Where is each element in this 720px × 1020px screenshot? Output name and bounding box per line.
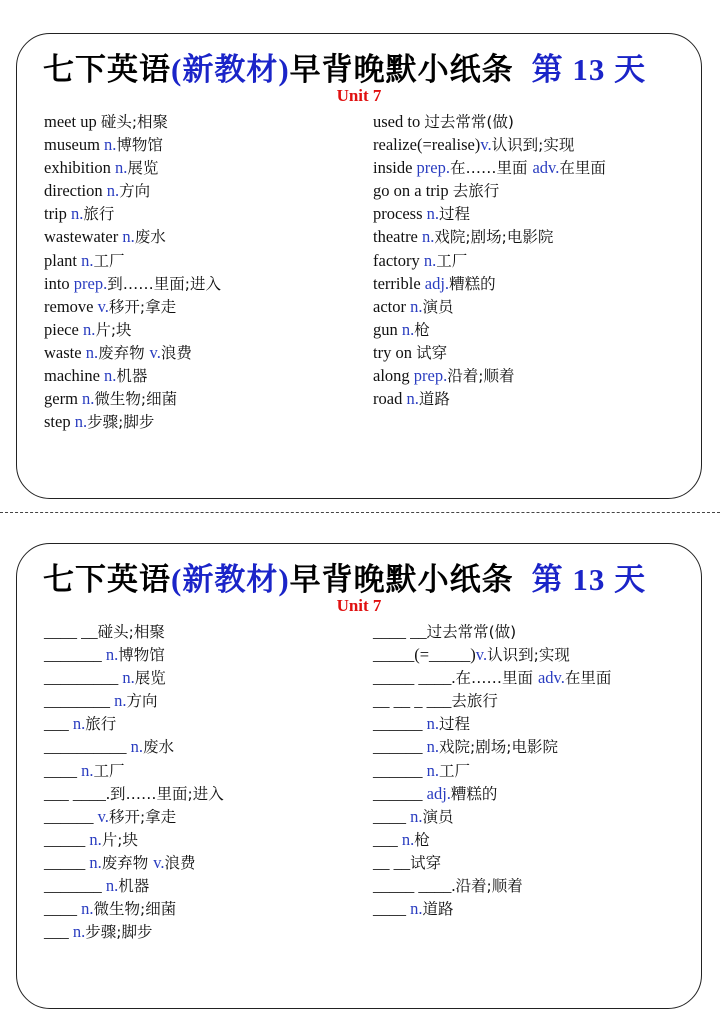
chinese-meaning: 过去常常(做) bbox=[424, 113, 514, 131]
english-word: gun bbox=[373, 319, 402, 339]
part-of-speech: v. bbox=[153, 852, 165, 872]
title-main: 七下英语 bbox=[43, 52, 171, 87]
blank-space: _____(=_____) bbox=[373, 645, 476, 665]
title-rest: 早背晚默小纸条 bbox=[289, 562, 514, 597]
english-word: inside bbox=[373, 158, 417, 178]
english-word: step bbox=[44, 412, 75, 432]
chinese-meaning: 试穿 bbox=[416, 343, 448, 362]
part-of-speech: v. bbox=[97, 806, 109, 826]
vocab-row bbox=[373, 318, 606, 341]
blank-space: _________ bbox=[44, 668, 123, 688]
title-day: 第 13 天 bbox=[531, 562, 647, 597]
vocab-row bbox=[373, 133, 606, 156]
part-of-speech: adj. bbox=[424, 273, 450, 293]
vocab-row bbox=[373, 156, 606, 179]
vocab-column-left bbox=[44, 110, 221, 433]
vocab-row bbox=[44, 341, 221, 364]
part-of-speech: n. bbox=[130, 737, 143, 757]
chinese-meaning: 工厂 bbox=[439, 761, 471, 780]
part-of-speech: n. bbox=[72, 714, 86, 734]
blank-space: ___ bbox=[44, 922, 73, 942]
english-word: used to bbox=[373, 112, 425, 131]
vocab-row bbox=[44, 110, 221, 133]
part-of-speech: n. bbox=[426, 714, 439, 734]
blank-space: _____ ____. bbox=[373, 876, 456, 896]
part-of-speech: n. bbox=[105, 876, 119, 896]
blank-space: ____ __ bbox=[373, 622, 427, 641]
chinese-meaning: 移开;拿走 bbox=[108, 807, 177, 826]
part-of-speech: n. bbox=[401, 829, 415, 849]
title-day: 第 13 天 bbox=[531, 52, 647, 87]
vocab-row bbox=[373, 782, 611, 805]
chinese-meaning: 方向 bbox=[119, 182, 151, 201]
english-word: museum bbox=[44, 135, 105, 155]
blank-space: ____ bbox=[373, 899, 411, 919]
part-of-speech: n. bbox=[122, 227, 135, 247]
vocab-row bbox=[373, 341, 606, 364]
vocab-row bbox=[44, 874, 224, 897]
blank-space: _____ ____. bbox=[373, 668, 456, 688]
part-of-speech: n. bbox=[89, 852, 102, 872]
vocab-row bbox=[44, 735, 224, 758]
chinese-meaning: 浪费 bbox=[164, 853, 196, 872]
title-highlight: 新教材 bbox=[182, 562, 279, 597]
blank-space: _____ bbox=[44, 852, 90, 872]
chinese-meaning: 沿着;顺着 bbox=[455, 877, 523, 896]
part-of-speech: adv. bbox=[532, 158, 560, 178]
vocab-row bbox=[44, 249, 221, 272]
part-of-speech: n. bbox=[114, 691, 127, 711]
title-highlight: 新教材 bbox=[182, 52, 279, 87]
vocab-row bbox=[44, 666, 224, 689]
vocab-row bbox=[44, 920, 224, 943]
part-of-speech: n. bbox=[410, 806, 423, 826]
chinese-meaning: 展览 bbox=[127, 159, 159, 178]
part-of-speech: n. bbox=[406, 389, 419, 409]
chinese-meaning: 糟糕的 bbox=[450, 784, 498, 803]
part-of-speech: n. bbox=[104, 135, 117, 155]
english-word: process bbox=[373, 204, 427, 224]
blank-space: ______ bbox=[373, 737, 427, 757]
chinese-meaning: 片;块 bbox=[101, 830, 138, 849]
vocab-row bbox=[44, 133, 221, 156]
part-of-speech: n. bbox=[426, 737, 439, 757]
chinese-meaning: 碰头;相聚 bbox=[97, 623, 165, 641]
title-paren-close: ) bbox=[278, 562, 290, 597]
chinese-meaning: 道路 bbox=[418, 390, 450, 409]
vocab-row bbox=[44, 364, 221, 387]
chinese-meaning: 步骤;脚步 bbox=[87, 413, 155, 432]
chinese-meaning: 沿着;顺着 bbox=[447, 367, 515, 386]
unit-label: Unit 7 bbox=[336, 86, 382, 105]
title-main: 七下英语 bbox=[43, 562, 171, 597]
vocab-row bbox=[373, 364, 606, 387]
part-of-speech: v. bbox=[149, 342, 161, 362]
chinese-meaning: 在……里面 bbox=[450, 159, 533, 178]
part-of-speech: v. bbox=[475, 645, 488, 665]
vocab-row bbox=[373, 295, 606, 318]
vocab-row bbox=[373, 179, 606, 202]
vocab-row bbox=[44, 225, 221, 248]
chinese-meaning: 浪费 bbox=[160, 343, 192, 362]
chinese-meaning: 微生物;细菌 bbox=[94, 390, 178, 409]
vocab-row bbox=[373, 249, 606, 272]
part-of-speech: prep. bbox=[416, 158, 450, 178]
chinese-meaning: 认识到;实现 bbox=[491, 136, 575, 155]
vocab-row bbox=[373, 387, 606, 410]
chinese-meaning: 旅行 bbox=[85, 715, 117, 734]
unit-label: Unit 7 bbox=[336, 596, 382, 615]
vocab-row bbox=[373, 202, 606, 225]
chinese-meaning: 博物馆 bbox=[118, 646, 165, 665]
english-word: remove bbox=[44, 296, 98, 316]
chinese-meaning: 微生物;细菌 bbox=[93, 900, 177, 919]
chinese-meaning: 废弃物 bbox=[101, 853, 154, 872]
part-of-speech: n. bbox=[426, 204, 439, 224]
chinese-meaning: 过程 bbox=[438, 205, 470, 224]
vocab-row bbox=[44, 851, 224, 874]
english-word: road bbox=[373, 389, 407, 409]
part-of-speech: n. bbox=[82, 389, 95, 409]
vocab-row bbox=[44, 712, 224, 735]
english-word: meet up bbox=[44, 112, 101, 131]
chinese-meaning: 去旅行 bbox=[452, 182, 500, 201]
chinese-meaning: 工厂 bbox=[93, 251, 125, 270]
chinese-meaning: 机器 bbox=[118, 877, 150, 896]
vocab-row bbox=[44, 689, 224, 712]
chinese-meaning: 废水 bbox=[134, 228, 166, 247]
english-word: actor bbox=[373, 296, 411, 316]
chinese-meaning: 演员 bbox=[422, 297, 454, 316]
english-word: realize(=realise) bbox=[373, 135, 481, 155]
english-word: theatre bbox=[373, 227, 423, 247]
chinese-meaning: 在里面 bbox=[564, 669, 612, 688]
chinese-meaning: 移开;拿走 bbox=[108, 297, 177, 316]
blank-space: __ __ bbox=[373, 852, 411, 872]
chinese-meaning: 步骤;脚步 bbox=[85, 923, 153, 942]
chinese-meaning: 废弃物 bbox=[98, 343, 150, 362]
vocab-row bbox=[44, 295, 221, 318]
blank-space: _____ bbox=[44, 829, 90, 849]
vocab-row bbox=[44, 828, 224, 851]
english-word: along bbox=[373, 366, 414, 386]
blank-space: __________ bbox=[44, 737, 131, 757]
chinese-meaning: 展览 bbox=[134, 669, 166, 688]
blank-space: ________ bbox=[44, 691, 115, 711]
chinese-meaning: 机器 bbox=[116, 367, 148, 386]
blank-space: ______ bbox=[373, 783, 427, 803]
english-word: germ bbox=[44, 389, 83, 409]
vocab-row bbox=[44, 272, 221, 295]
title-paren-close: ) bbox=[278, 52, 290, 87]
vocab-column-right bbox=[373, 110, 606, 410]
english-word: wastewater bbox=[44, 227, 123, 247]
chinese-meaning: 博物馆 bbox=[116, 136, 163, 155]
chinese-meaning: 过程 bbox=[439, 715, 471, 734]
english-word: into bbox=[44, 273, 74, 293]
english-word: waste bbox=[44, 342, 86, 362]
chinese-meaning: 工厂 bbox=[436, 251, 468, 270]
vocab-row bbox=[44, 643, 224, 666]
chinese-meaning: 在……里面 bbox=[455, 669, 538, 688]
vocab-card-reference bbox=[16, 33, 702, 499]
vocab-row bbox=[373, 712, 611, 735]
vocab-row bbox=[44, 897, 224, 920]
part-of-speech: adv. bbox=[537, 668, 565, 688]
chinese-meaning: 到……里面;进入 bbox=[110, 784, 224, 803]
part-of-speech: n. bbox=[426, 760, 439, 780]
title-paren-open: ( bbox=[171, 52, 183, 87]
blank-space: __ __ _ ___ bbox=[373, 691, 452, 711]
chinese-meaning: 戏院;剧场;电影院 bbox=[434, 228, 554, 247]
chinese-meaning: 方向 bbox=[126, 692, 158, 711]
part-of-speech: n. bbox=[401, 319, 415, 339]
part-of-speech: n. bbox=[422, 227, 435, 247]
part-of-speech: n. bbox=[106, 181, 120, 201]
blank-space: ______ bbox=[373, 714, 427, 734]
chinese-meaning: 试穿 bbox=[410, 853, 442, 872]
part-of-speech: n. bbox=[85, 342, 99, 362]
part-of-speech: prep. bbox=[413, 366, 448, 386]
part-of-speech: n. bbox=[82, 319, 96, 339]
part-of-speech: n. bbox=[81, 760, 94, 780]
vocab-row bbox=[373, 666, 611, 689]
vocab-row bbox=[373, 110, 606, 133]
quiz-column-right bbox=[373, 620, 611, 920]
part-of-speech: prep. bbox=[73, 273, 108, 293]
vocab-row bbox=[373, 225, 606, 248]
vocab-row bbox=[44, 202, 221, 225]
blank-space: ____ bbox=[373, 806, 411, 826]
chinese-meaning: 废水 bbox=[143, 738, 175, 757]
chinese-meaning: 去旅行 bbox=[451, 692, 498, 711]
vocab-row bbox=[44, 805, 224, 828]
english-word: try on bbox=[373, 342, 417, 362]
blank-space: ___ bbox=[44, 714, 73, 734]
part-of-speech: n. bbox=[81, 899, 94, 919]
chinese-meaning: 过去常常(做) bbox=[426, 623, 517, 641]
blank-space: ______ bbox=[44, 806, 98, 826]
vocab-row bbox=[44, 387, 221, 410]
chinese-meaning: 工厂 bbox=[93, 761, 125, 780]
chinese-meaning: 道路 bbox=[422, 900, 454, 919]
part-of-speech: n. bbox=[71, 204, 84, 224]
english-word: exhibition bbox=[44, 158, 116, 178]
part-of-speech: n. bbox=[410, 899, 423, 919]
vocab-row bbox=[373, 874, 611, 897]
card-title bbox=[17, 554, 701, 599]
quiz-column-left bbox=[44, 620, 224, 943]
vocab-row bbox=[373, 620, 611, 643]
chinese-meaning: 演员 bbox=[422, 807, 454, 826]
chinese-meaning: 旅行 bbox=[83, 205, 115, 224]
blank-space: ___ bbox=[373, 829, 402, 849]
english-word: trip bbox=[44, 204, 72, 224]
english-word: machine bbox=[44, 366, 105, 386]
part-of-speech: n. bbox=[423, 250, 437, 270]
blank-space: ____ __ bbox=[44, 622, 98, 641]
vocab-row bbox=[44, 318, 221, 341]
part-of-speech: n. bbox=[81, 250, 94, 270]
blank-space: _______ bbox=[44, 645, 106, 665]
vocab-row bbox=[373, 689, 611, 712]
chinese-meaning: 糟糕的 bbox=[449, 274, 496, 293]
english-word: piece bbox=[44, 319, 83, 339]
blank-space: ______ bbox=[373, 760, 427, 780]
vocab-row bbox=[373, 851, 611, 874]
chinese-meaning: 碰头;相聚 bbox=[100, 113, 169, 131]
chinese-meaning: 戏院;剧场;电影院 bbox=[439, 738, 558, 757]
vocab-row bbox=[373, 643, 611, 666]
card-title bbox=[17, 44, 701, 89]
chinese-meaning: 片;块 bbox=[95, 320, 132, 339]
part-of-speech: n. bbox=[72, 922, 86, 942]
blank-space: ____ bbox=[44, 760, 82, 780]
part-of-speech: adj. bbox=[426, 783, 451, 803]
part-of-speech: n. bbox=[104, 366, 117, 386]
vocab-row bbox=[373, 272, 606, 295]
chinese-meaning: 认识到;实现 bbox=[487, 646, 570, 665]
vocab-row bbox=[373, 735, 611, 758]
vocab-card-quiz bbox=[16, 543, 702, 1009]
part-of-speech: n. bbox=[115, 158, 128, 178]
vocab-row bbox=[44, 782, 224, 805]
vocab-row bbox=[44, 410, 221, 433]
english-word: factory bbox=[373, 250, 424, 270]
vocab-row bbox=[373, 828, 611, 851]
vocab-row bbox=[44, 759, 224, 782]
blank-space: ____ bbox=[44, 899, 82, 919]
part-of-speech: n. bbox=[410, 296, 423, 316]
english-word: terrible bbox=[373, 273, 425, 293]
vocab-row bbox=[373, 759, 611, 782]
chinese-meaning: 枪 bbox=[414, 320, 430, 339]
cut-line-divider bbox=[0, 512, 720, 513]
vocab-row bbox=[373, 805, 611, 828]
part-of-speech: v. bbox=[97, 296, 109, 316]
title-paren-open: ( bbox=[171, 562, 183, 597]
title-rest: 早背晚默小纸条 bbox=[289, 52, 514, 87]
vocab-row bbox=[44, 620, 224, 643]
english-word: direction bbox=[44, 181, 107, 201]
english-word: go on a trip bbox=[373, 181, 453, 201]
part-of-speech: n. bbox=[122, 668, 135, 688]
part-of-speech: n. bbox=[74, 412, 88, 432]
english-word: plant bbox=[44, 250, 82, 270]
blank-space: ___ ____. bbox=[44, 783, 110, 803]
vocab-row bbox=[44, 179, 221, 202]
chinese-meaning: 枪 bbox=[414, 830, 430, 849]
chinese-meaning: 到……里面;进入 bbox=[107, 274, 221, 293]
chinese-meaning: 在里面 bbox=[559, 159, 606, 178]
blank-space: _______ bbox=[44, 876, 106, 896]
part-of-speech: n. bbox=[105, 645, 119, 665]
part-of-speech: n. bbox=[89, 829, 102, 849]
vocab-row bbox=[373, 897, 611, 920]
part-of-speech: v. bbox=[480, 135, 492, 155]
vocab-row bbox=[44, 156, 221, 179]
